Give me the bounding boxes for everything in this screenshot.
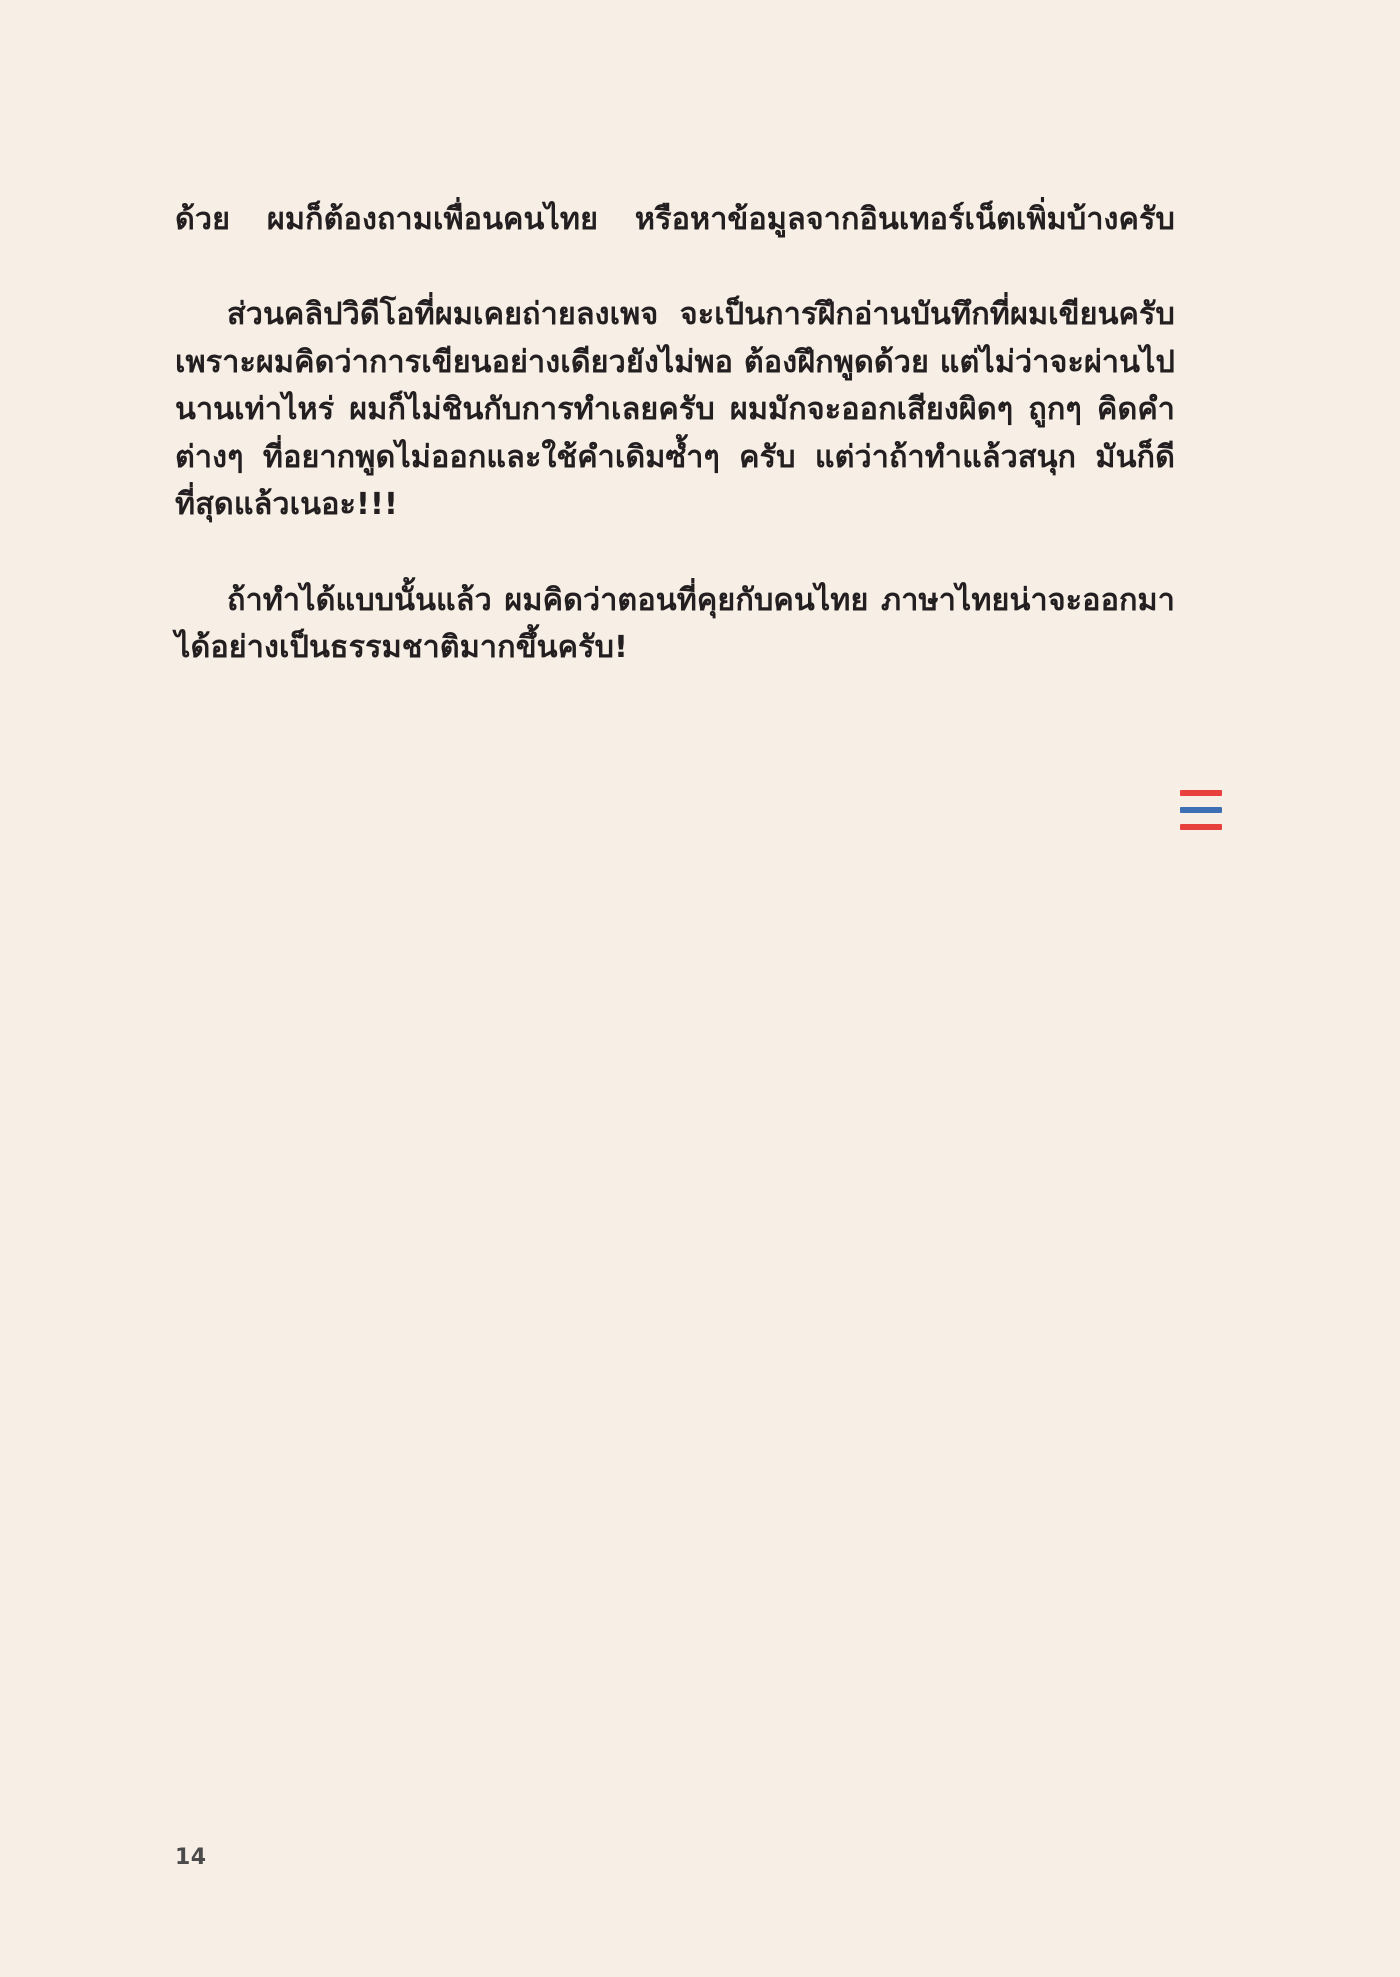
body-text-column xyxy=(175,196,1175,719)
flag-bar-red-2 xyxy=(1180,824,1222,830)
flag-bar-blue xyxy=(1180,807,1222,813)
thai-flag-divider-icon xyxy=(1180,790,1222,820)
flag-bar-white xyxy=(1180,799,1222,804)
paragraph-2: ส่วนคลิปวิดีโอที่ผมเคยถ่ายลงเพจ จะเป็นการฝึกอ่านบันทึกที่ผมเขียนครับ เพราะผมคิดว่าการเขียนอย่างเดียวยังไม่พอ ต้องฝึกพูดด้วย แต่ไม่ว่าจะผ่านไปนานเท่าไหร่ ผมก็ไม่ชินกับการทำเลยครับ ผมมักจะออกเสียงผิดๆ ถูกๆ คิดคำต่างๆ ที่อยากพูดไม่ออกและใช้คำเดิมซ้ำๆ ครับ แต่ว่าถ้าทำแล้วสนุก มันก็ดีที่สุดแล้วเนอะ!!! xyxy=(175,297,1175,523)
page-number: 14 xyxy=(175,1845,207,1870)
paragraph-1: ด้วย ผมก็ต้องถามเพื่อนคนไทย หรือหาข้อมูลจากอินเทอร์เน็ตเพิ่มบ้างครับ xyxy=(175,202,1175,237)
flag-bar-white-2 xyxy=(1180,816,1222,821)
flag-bar-red xyxy=(1180,790,1222,796)
paragraph-3: ถ้าทำได้แบบนั้นแล้ว ผมคิดว่าตอนที่คุยกับคนไทย ภาษาไทยน่าจะออกมาได้อย่างเป็นธรรมชาติมากขึ้นครับ! xyxy=(175,582,1175,666)
